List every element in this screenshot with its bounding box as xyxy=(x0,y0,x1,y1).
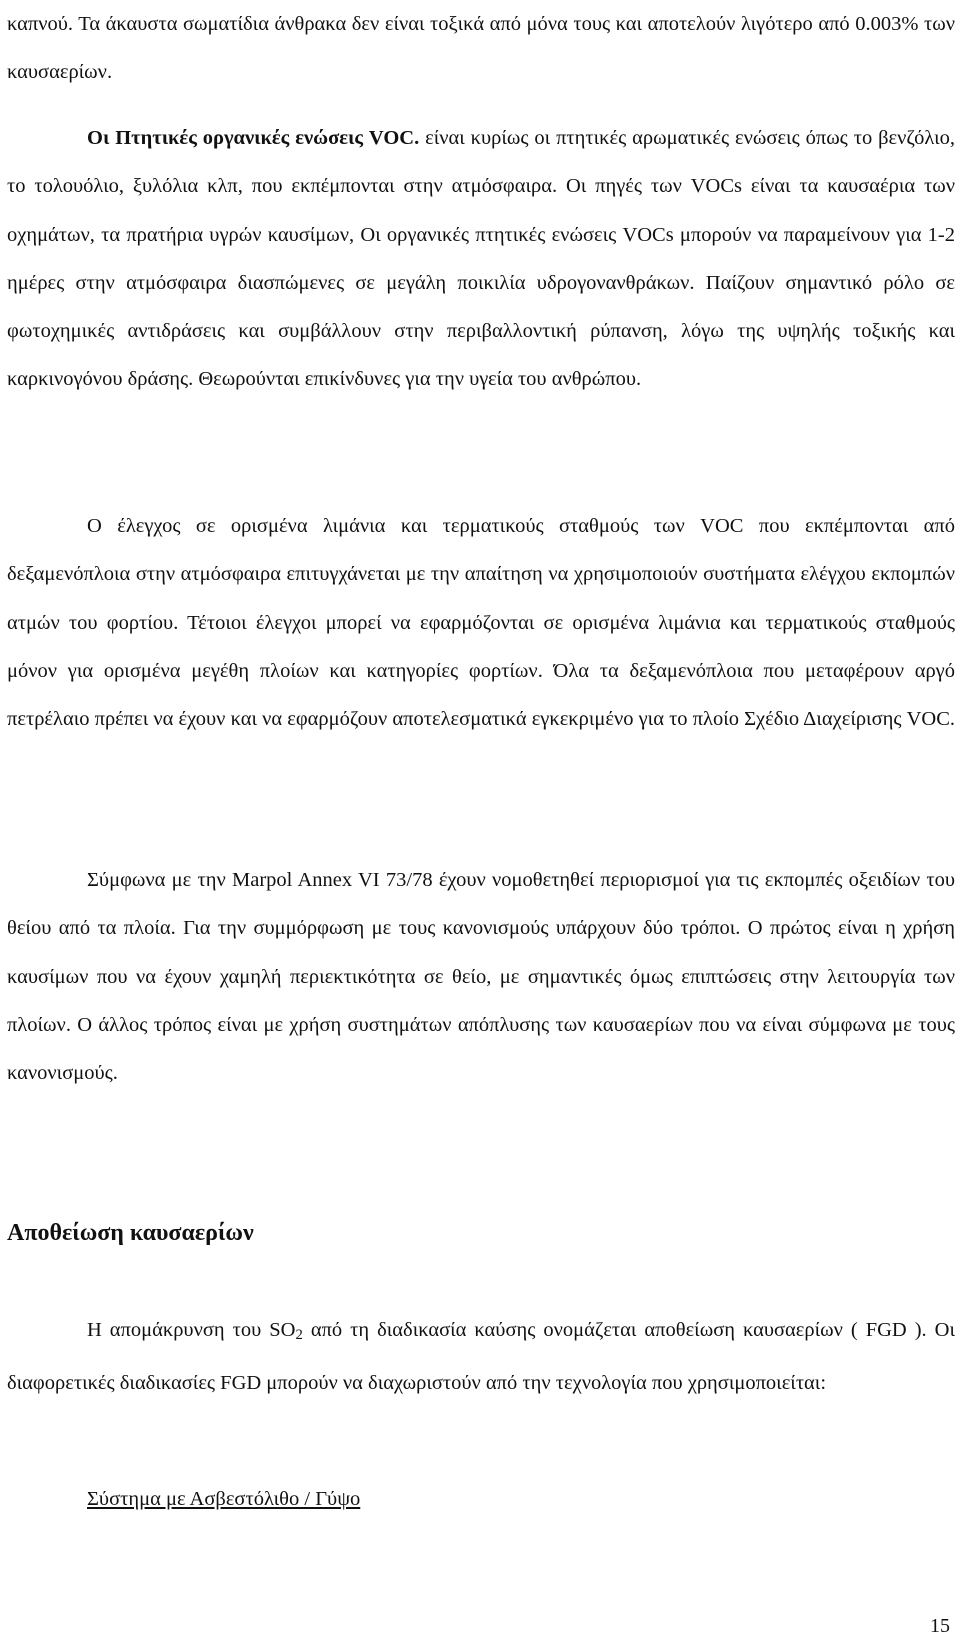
fgd-text-start: Η απομάκρυνση του SO xyxy=(87,1319,296,1341)
fgd-text-rest: από τη διαδικασία καύσης ονομάζεται αποθείωση καυσαερίων ( FGD ). Οι διαφορετικές διαδικασίες FGD μπορούν να διαχωριστούν από την τεχνολογία που χρησιμοποιείται: xyxy=(7,1319,955,1395)
voc-bold-title: Οι Πτητικές οργανικές ενώσεις VOC. xyxy=(87,127,420,149)
paragraph-voc-control: Ο έλεγχος σε ορισμένα λιμάνια και τερματικούς σταθμούς των VOC που εκπέμπονται από δεξαμενόπλοια στην ατμόσφαιρα επιτυγχάνεται με την απαίτηση να χρησιμοποιούν συστήματα ελέγχου εκπομπών ατμών του φορτίου. Τέτοιοι έλεγχοι μπορεί να εφαρμόζονται σε ορισμένα λιμάνια και τερματικούς σταθμούς μόνον για ορισμένα μεγέθη πλοίων και κατηγορίες φορτίων. Όλα τα δεξαμενόπλοια που μεταφέρουν αργό πετρέλαιο πρέπει να έχουν και να εφαρμόζουν αποτελεσματικά εγκεκριμένο για το πλοίο Σχέδιο Διαχείρισης VOC. xyxy=(7,515,955,731)
page-number: 15 xyxy=(930,1615,950,1637)
limestone-gypsum-subheading: Σύστημα με Ασβεστόλιθο / Γύψο xyxy=(87,1488,361,1510)
so2-subscript: 2 xyxy=(295,1326,303,1343)
paragraph-smoke-particles: καπνού. Τα άκαυστα σωματίδια άνθρακα δεν είναι τοξικά από μόνα τους και αποτελούν λιγότερο από 0.003% των καυσαερίων. xyxy=(7,13,955,84)
paragraph-voc xyxy=(7,114,955,404)
paragraph-marpol: Σύμφωνα με την Marpol Annex VI 73/78 έχουν νομοθετηθεί περιορισμοί για τις εκπομπές οξειδίων του θείου από τα πλοία. Για την συμμόρφωση με τους κανονισμούς υπάρχουν δύο τρόποι. Ο πρώτος είναι η χρήση καυσίμων που να έχουν χαμηλή περιεκτικότητα σε θείο, με σημαντικές όμως επιπτώσεις στην λειτουργία των πλοίων. Ο άλλος τρόπος είναι με χρήση συστημάτων απόπλυσης των καυσαερίων που να είναι σύμφωνα με τους κανονισμούς. xyxy=(7,869,955,1085)
voc-description: είναι κυρίως οι πτητικές αρωματικές ενώσεις όπως το βενζόλιο, το τολουόλιο, ξυλόλια κλπ, που εκπέμπονται στην ατμόσφαιρα. Οι πηγές των VOCs είναι τα καυσαέρια των οχημάτων, τα πρατήρια υγρών καυσίμων, Οι οργανικές πτητικές ενώσεις VOCs μπορούν να παραμείνουν για 1-2 ημέρες στην ατμόσφαιρα διασπώμενες σε μεγάλη ποικιλία υδρογονανθράκων. Παίζουν σημαντικό ρόλο σε φωτοχημικές αντιδράσεις και συμβάλλουν στην περιβαλλοντική ρύπανση, λόγω της υψηλής τοξικής και καρκινογόνου δράσης. Θεωρούνται επικίνδυνες για την υγεία του ανθρώπου. xyxy=(7,127,955,391)
section-heading-desulfurization: Αποθείωση καυσαερίων xyxy=(7,1220,254,1246)
paragraph-fgd xyxy=(7,1306,955,1408)
